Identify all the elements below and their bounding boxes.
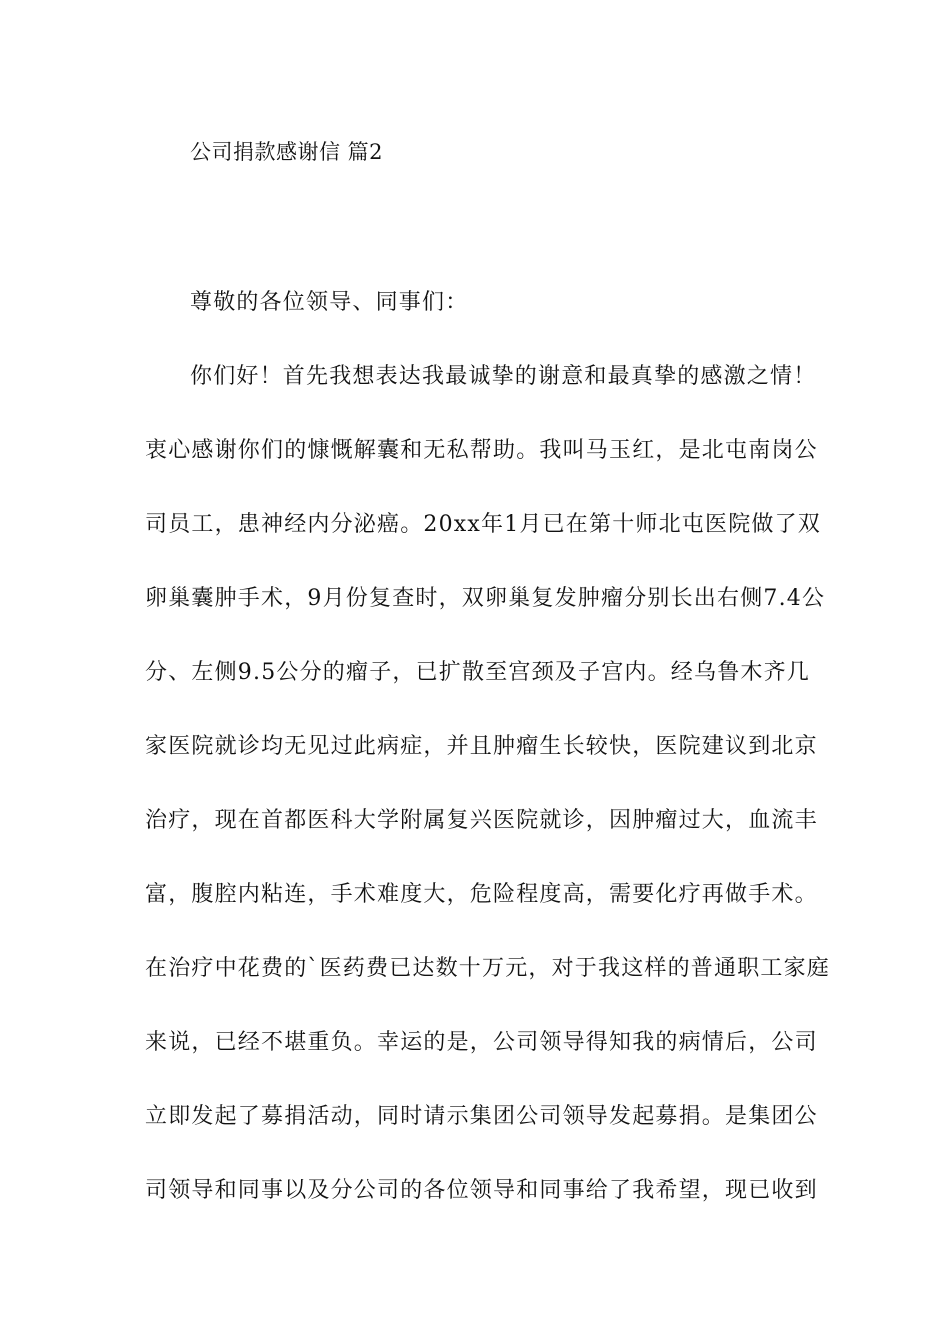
body-line-6: 家医院就诊均无见过此病症，并且肿瘤生长较快，医院建议到北京 [145,734,818,759]
body-line-1: 你们好！首先我想表达我最诚挚的谢意和最真挚的感激之情！ [190,364,817,389]
body-line-10: 来说，已经不堪重负。幸运的是，公司领导得知我的病情后，公司 [145,1030,818,1055]
document-title: 公司捐款感谢信 篇2 [190,140,384,164]
body-line-3: 司员工，患神经内分泌癌。20xx年1月已在第十师北屯医院做了双 [145,512,822,537]
body-line-5: 分、左侧9.5公分的瘤子，已扩散至宫颈及子宫内。经乌鲁木齐几 [145,660,810,685]
salutation-line: 尊敬的各位领导、同事们： [190,290,469,315]
body-line-7: 治疗，现在首都医科大学附属复兴医院就诊，因肿瘤过大，血流丰 [145,808,818,833]
body-line-9: 在治疗中花费的`医药费已达数十万元，对于我这样的普通职工家庭 [145,956,831,981]
body-line-4: 卵巢囊肿手术，9月份复查时，双卵巢复发肿瘤分别长出右侧7.4公 [145,586,826,611]
body-line-8: 富，腹腔内粘连，手术难度大，危险程度高，需要化疗再做手术。 [145,882,818,907]
body-line-12: 司领导和同事以及分公司的各位领导和同事给了我希望，现已收到 [145,1178,818,1203]
body-line-2: 衷心感谢你们的慷慨解囊和无私帮助。我叫马玉红，是北屯南岗公 [145,438,818,463]
body-line-11: 立即发起了募捐活动，同时请示集团公司领导发起募捐。是集团公 [145,1104,818,1129]
